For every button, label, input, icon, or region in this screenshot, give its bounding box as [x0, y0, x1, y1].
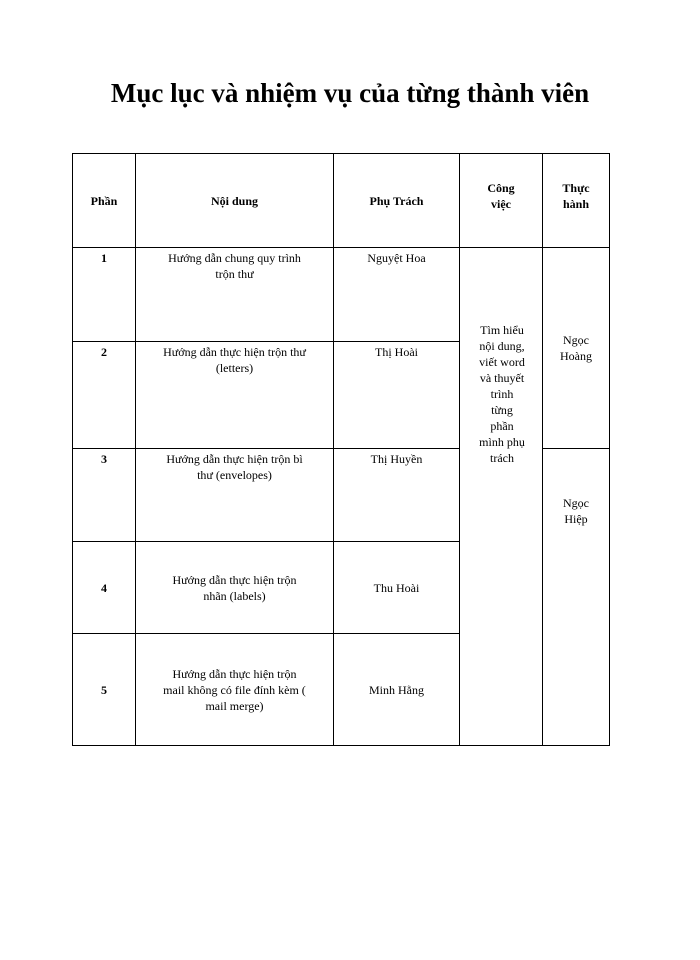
row-4-noi-dung: Hướng dẫn thực hiện trộn nhãn (labels)	[136, 542, 334, 634]
page-title: Mục lục và nhiệm vụ của từng thành viên	[110, 78, 590, 108]
row-2-noi-dung: Hướng dẫn thực hiện trộn thư (letters)	[136, 342, 334, 449]
header-thuc-hanh: Thực hành	[543, 154, 610, 248]
assignment-table	[72, 153, 610, 746]
cong-viec-cell	[460, 248, 543, 746]
row-3-noi-dung: Hướng dẫn thực hiện trộn bì thư (envelopes)	[136, 449, 334, 542]
row-1-phu-trach: Nguyệt Hoa	[334, 248, 460, 342]
thuc-hanh-cell-1: Ngọc Hoàng	[543, 248, 610, 449]
row-2-phu-trach: Thị Hoài	[334, 342, 460, 449]
row-5-phan: 5	[73, 634, 136, 746]
thuc-hanh-cell-2: Ngọc Hiệp	[543, 449, 610, 746]
table-row	[73, 248, 610, 342]
row-1-phan: 1	[73, 248, 136, 342]
header-phu-trach: Phụ Trách	[334, 154, 460, 248]
row-3-phan: 3	[73, 449, 136, 542]
header-noi-dung: Nội dung	[136, 154, 334, 248]
row-4-phu-trach: Thu Hoài	[334, 542, 460, 634]
row-5-noi-dung: Hướng dẫn thực hiện trộn mail không có file đính kèm ( mail merge)	[136, 634, 334, 746]
header-cong-viec: Công việc	[460, 154, 543, 248]
row-2-phan: 2	[73, 342, 136, 449]
cong-viec-text: Tìm hiểu nội dung, viết word và thuyết trình từng phần mình phụ trách	[479, 323, 525, 465]
row-1-noi-dung: Hướng dẫn chung quy trình trộn thư	[136, 248, 334, 342]
header-phan: Phần	[73, 154, 136, 248]
row-5-phu-trach: Minh Hằng	[334, 634, 460, 746]
row-3-phu-trach: Thị Huyền	[334, 449, 460, 542]
table-header-row	[73, 154, 610, 248]
row-4-phan: 4	[73, 542, 136, 634]
